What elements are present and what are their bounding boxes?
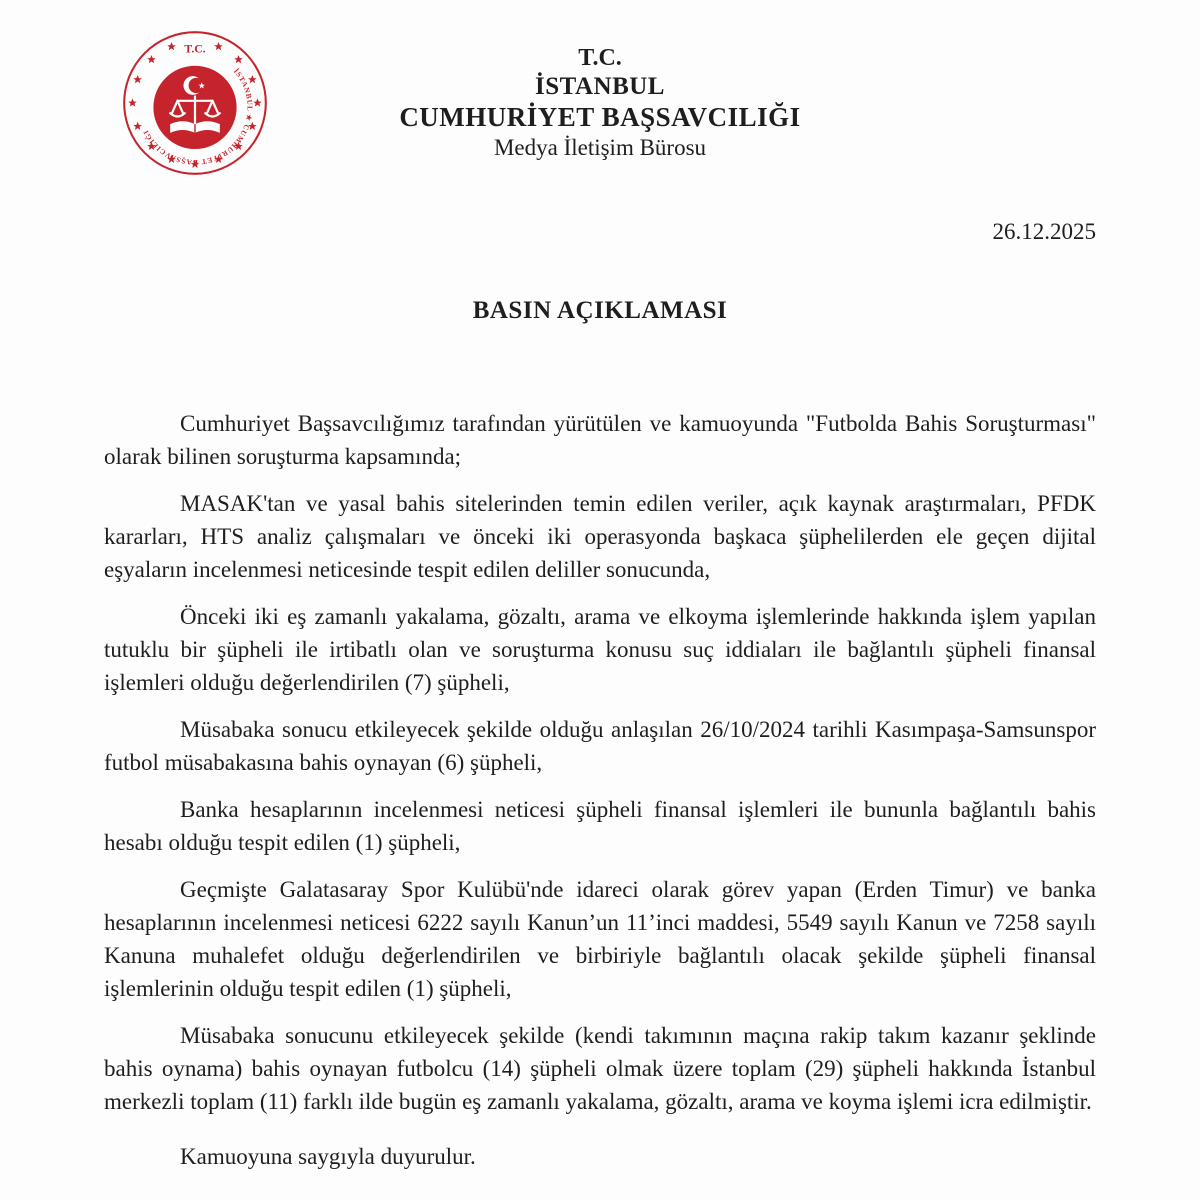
letterhead-tc: T.C. bbox=[578, 45, 622, 71]
paragraph: Önceki iki eş zamanlı yakalama, gözaltı, arama ve elkoyma işlemlerinde hakkında işlem yapılan tutuklu bir şüpheli ile irtibatlı olan ve soruşturma konusu suç iddiaları ile bağlantılı şüpheli finansal işlemleri olduğu değerlendirilen (7) şüpheli, bbox=[104, 603, 1096, 695]
letterhead-city: İSTANBUL bbox=[535, 73, 665, 101]
paragraph: MASAK'tan ve yasal bahis sitelerinden temin edilen veriler, açık kaynak araştırmaları, PFDK kararları, HTS analiz çalışmaları ve önceki iki operasyonda başkaca şüphelilerden ele geçen dijital eşyaların incelenmesi neticesinde tespit edilen deliller sonucunda, bbox=[104, 490, 1096, 582]
document-title: BASIN AÇIKLAMASI bbox=[472, 296, 728, 324]
paragraph: Cumhuriyet Başsavcılığımız tarafından yürütülen ve kamuoyunda "Futbolda Bahis Soruşturması" olarak bilinen soruşturma kapsamında; bbox=[104, 410, 1096, 469]
document-date: 26.12.2025 bbox=[992, 218, 1096, 244]
letterhead-office: CUMHURİYET BAŞSAVCILIĞI bbox=[399, 101, 801, 132]
paragraph: Müsabaka sonucunu etkileyecek şekilde (kendi takımının maçına rakip takım kazanır şeklinde bahis oynama) bahis oynayan futbolcu (14) şüpheli olmak üzere toplam (29) şüpheli hakkında İstanbul merkezli toplam (11) farklı ilde bugün eş zamanlı yakalama, gözaltı, arama ve koyma işlemi icra edilmiştir. bbox=[104, 1022, 1096, 1114]
closing-line: Kamuoyuna saygıyla duyurulur. bbox=[180, 1143, 476, 1169]
letterhead-bureau: Medya İletişim Bürosu bbox=[493, 134, 707, 160]
emblem-ring-text: İSTANBUL ★ CUMHURİYET BAŞSAVCILIĞI bbox=[140, 66, 255, 167]
paragraph: Banka hesaplarının incelenmesi neticesi şüpheli finansal işlemleri ile bununla bağlantılı bahis hesabı olduğu tespit edilen (1) şüpheli, bbox=[104, 796, 1096, 855]
paragraph: Müsabaka sonucu etkileyecek şekilde olduğu anlaşılan 26/10/2024 tarihli Kasımpaşa-Samsunspor futbol müsabakasına bahis oynayan (6) şüpheli, bbox=[104, 716, 1096, 775]
emblem-tc-text: T.C. bbox=[184, 42, 206, 56]
paragraph: Geçmişte Galatasaray Spor Kulübü'nde idareci olarak görev yapan (Erden Timur) ve banka hesaplarının incelenmesi neticesi 6222 sayılı Kanun’un 11’inci maddesi, 5549 sayılı Kanun ve 7258 sayılı Kanuna muhalefet olduğu değerlendirilen ve birbiriyle bağlantılı olacak şekilde şüpheli finansal işlemlerinin olduğu tespit edilen (1) şüpheli, bbox=[104, 876, 1096, 1001]
document-body bbox=[104, 407, 1096, 1173]
prosecutor-office-emblem-icon bbox=[122, 30, 268, 176]
